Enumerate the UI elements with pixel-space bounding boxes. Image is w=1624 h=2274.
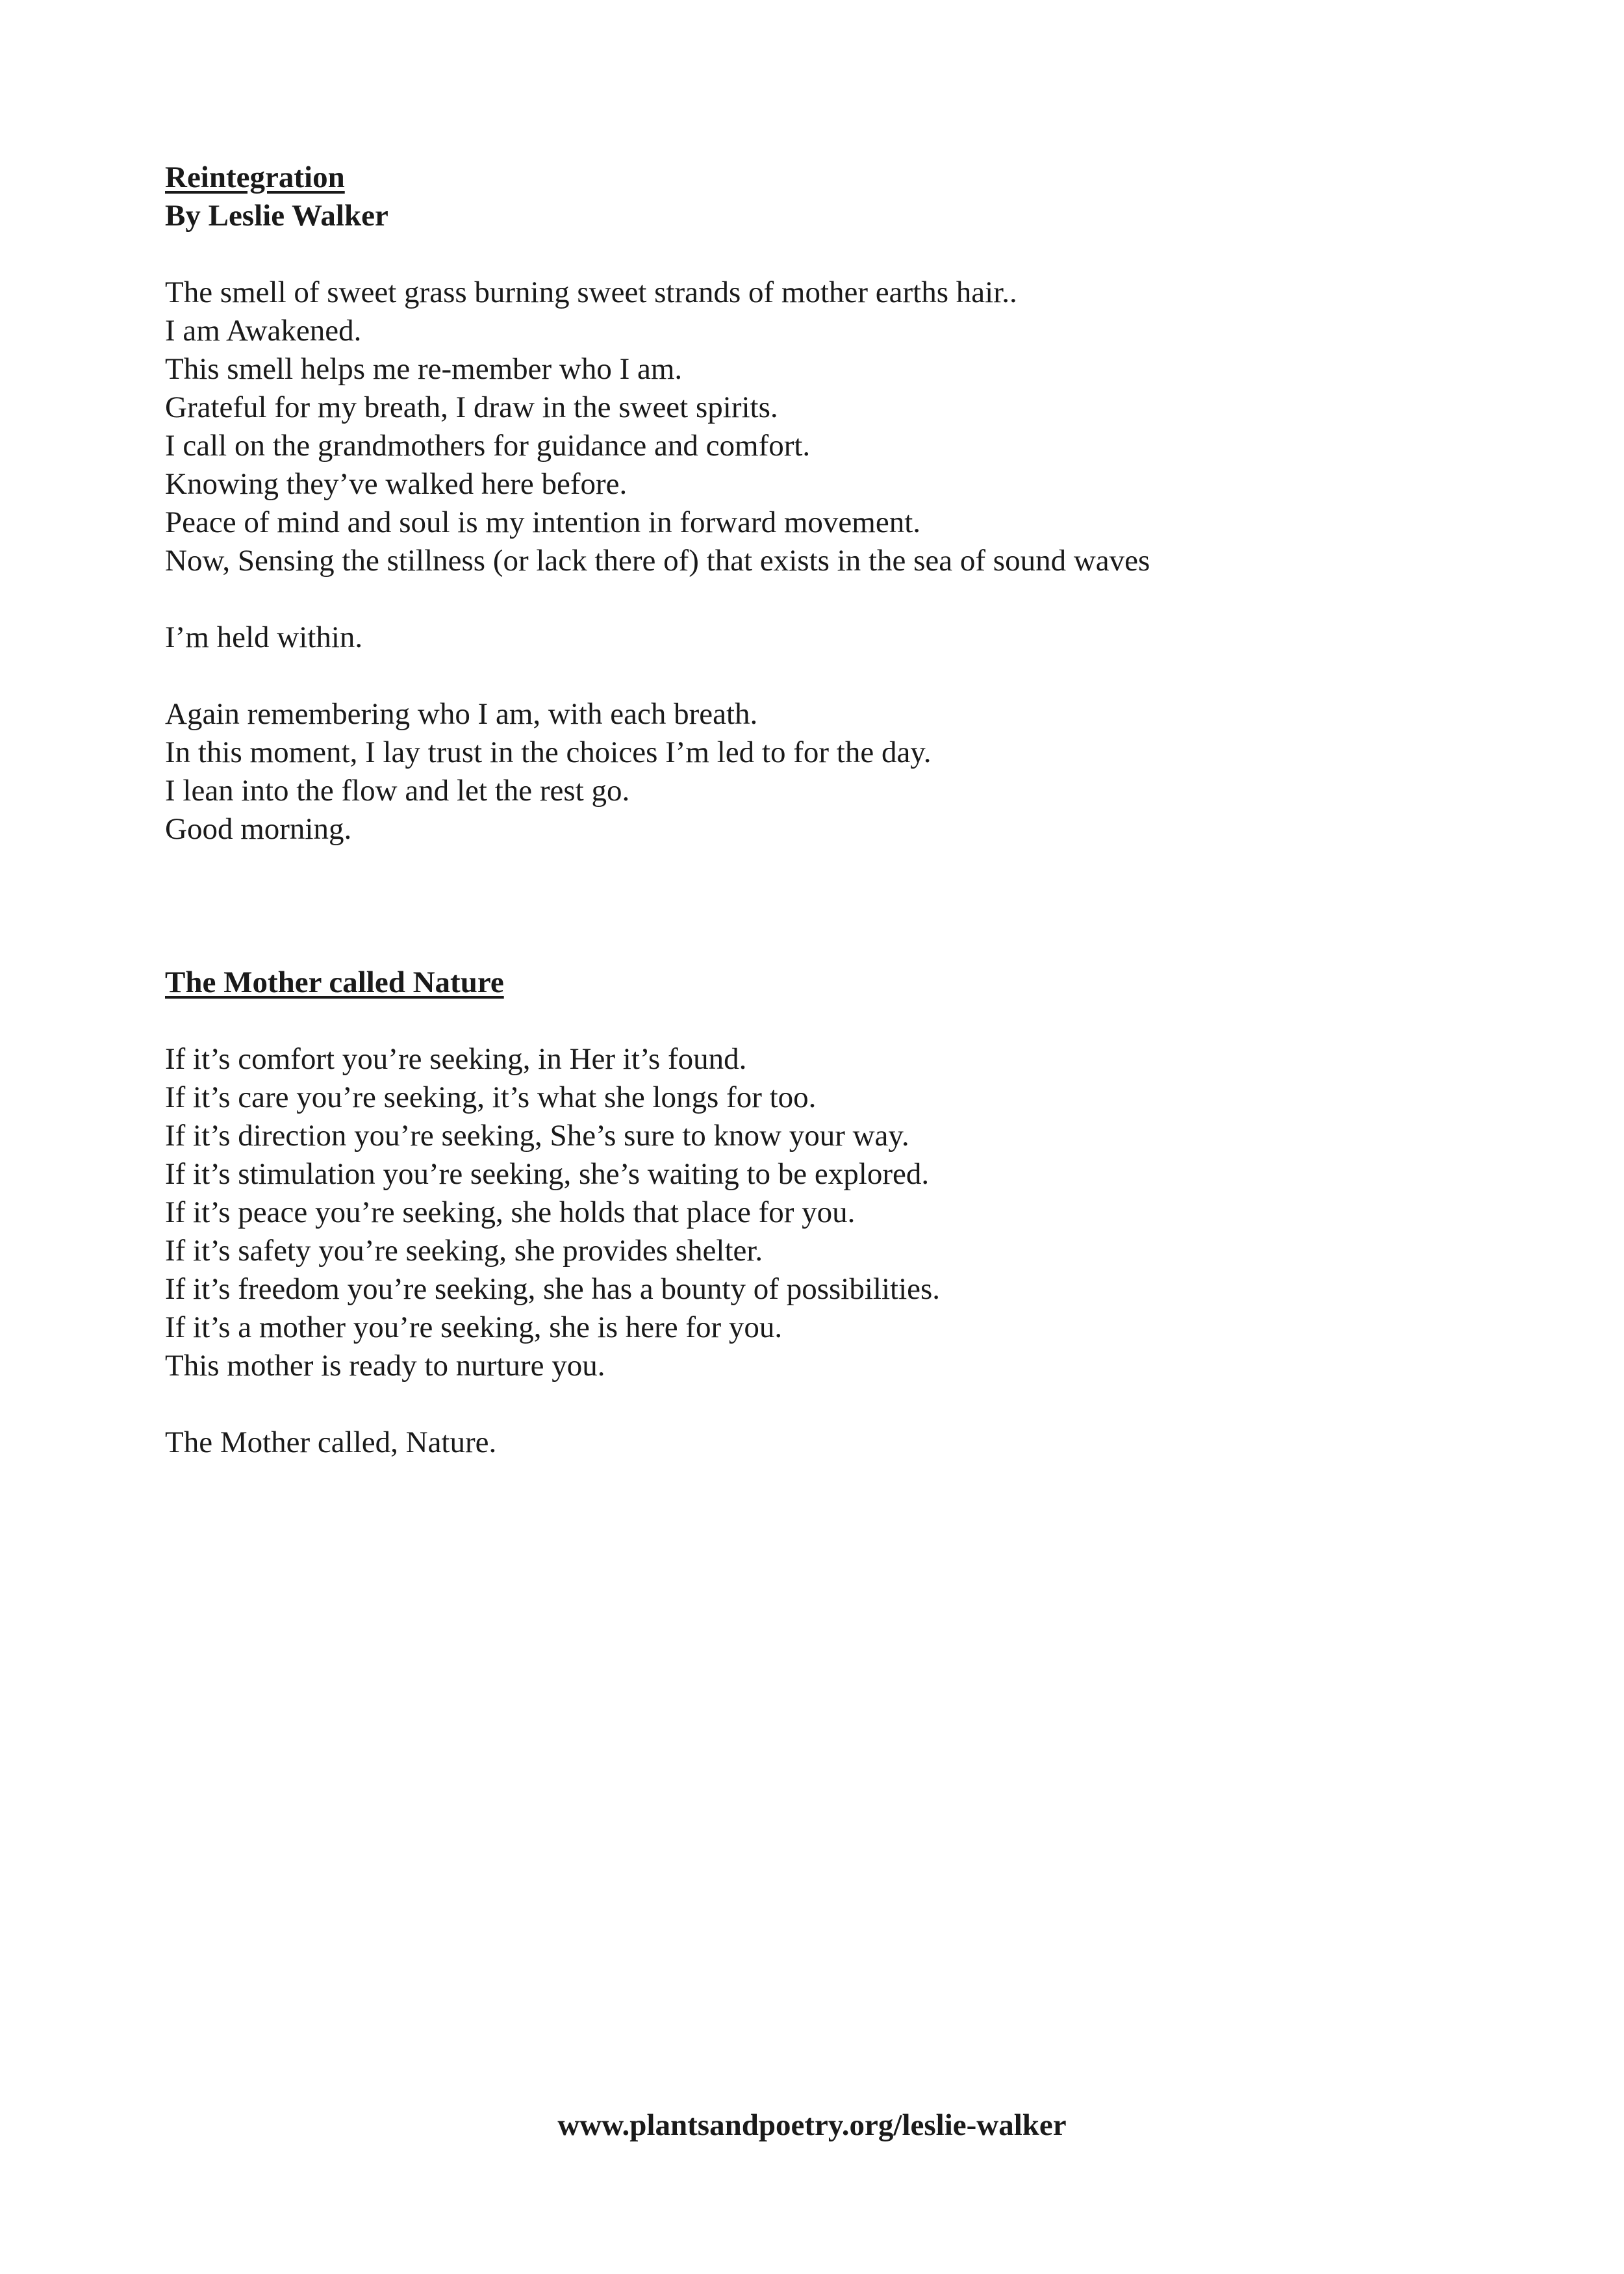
poem-line: If it’s safety you’re seeking, she provides shelter. — [165, 1234, 763, 1268]
document-content — [165, 159, 1529, 1462]
poem-line: I’m held within. — [165, 620, 363, 654]
poem-closing-line: The Mother called, Nature. — [165, 1425, 497, 1459]
poem-line: If it’s care you’re seeking, it’s what she longs for too. — [165, 1080, 817, 1114]
stanza-spacer — [165, 235, 1529, 274]
poem-line: If it’s direction you’re seeking, She’s sure to know your way. — [165, 1119, 909, 1153]
poem1-stanza-3 — [165, 695, 1529, 849]
poem-line: If it’s comfort you’re seeking, in Her it’s found. — [165, 1042, 747, 1076]
stanza-spacer — [165, 1002, 1529, 1040]
poem-line: Good morning. — [165, 812, 352, 846]
poem-line: If it’s stimulation you’re seeking, she’s waiting to be explored. — [165, 1157, 930, 1191]
stanza-spacer — [165, 657, 1529, 695]
poem-line: If it’s peace you’re seeking, she holds that place for you. — [165, 1195, 856, 1229]
poem-line: If it’s freedom you’re seeking, she has a bounty of possibilities. — [165, 1272, 941, 1306]
stanza-spacer — [165, 580, 1529, 619]
poem2-stanza-1 — [165, 1040, 1529, 1385]
poem-line: I lean into the flow and let the rest go. — [165, 774, 630, 808]
poem-spacer — [165, 849, 1529, 964]
poem-line: I call on the grandmothers for guidance and comfort. — [165, 429, 811, 463]
poem-line: I am Awakened. — [165, 314, 362, 348]
poem-line: The smell of sweet grass burning sweet strands of mother earths hair.. — [165, 275, 1017, 309]
poem-line: This smell helps me re-member who I am. — [165, 352, 683, 386]
stanza-spacer — [165, 1385, 1529, 1424]
poem-title-reintegration: Reintegration — [165, 160, 345, 194]
poem-line: This mother is ready to nurture you. — [165, 1349, 605, 1383]
poem-line: Knowing they’ve walked here before. — [165, 467, 628, 501]
poem-author: By Leslie Walker — [165, 199, 388, 233]
poem-line: Peace of mind and soul is my intention in forward movement. — [165, 505, 921, 539]
poem1-stanza-2 — [165, 619, 1529, 657]
footer-url[interactable]: www.plantsandpoetry.org/leslie-walker — [557, 2108, 1067, 2142]
poem-line: Grateful for my breath, I draw in the sweet spirits. — [165, 390, 778, 424]
poem1-stanza-1 — [165, 274, 1529, 580]
poem-line: In this moment, I lay trust in the choices I’m led to for the day. — [165, 735, 932, 769]
poem-line: If it’s a mother you’re seeking, she is here for you. — [165, 1310, 783, 1344]
poem-line: Again remembering who I am, with each breath. — [165, 697, 758, 731]
poem-line: Now, Sensing the stillness (or lack there of) that exists in the sea of sound waves — [165, 544, 1150, 578]
poem-title-mother-called-nature: The Mother called Nature — [165, 965, 504, 999]
